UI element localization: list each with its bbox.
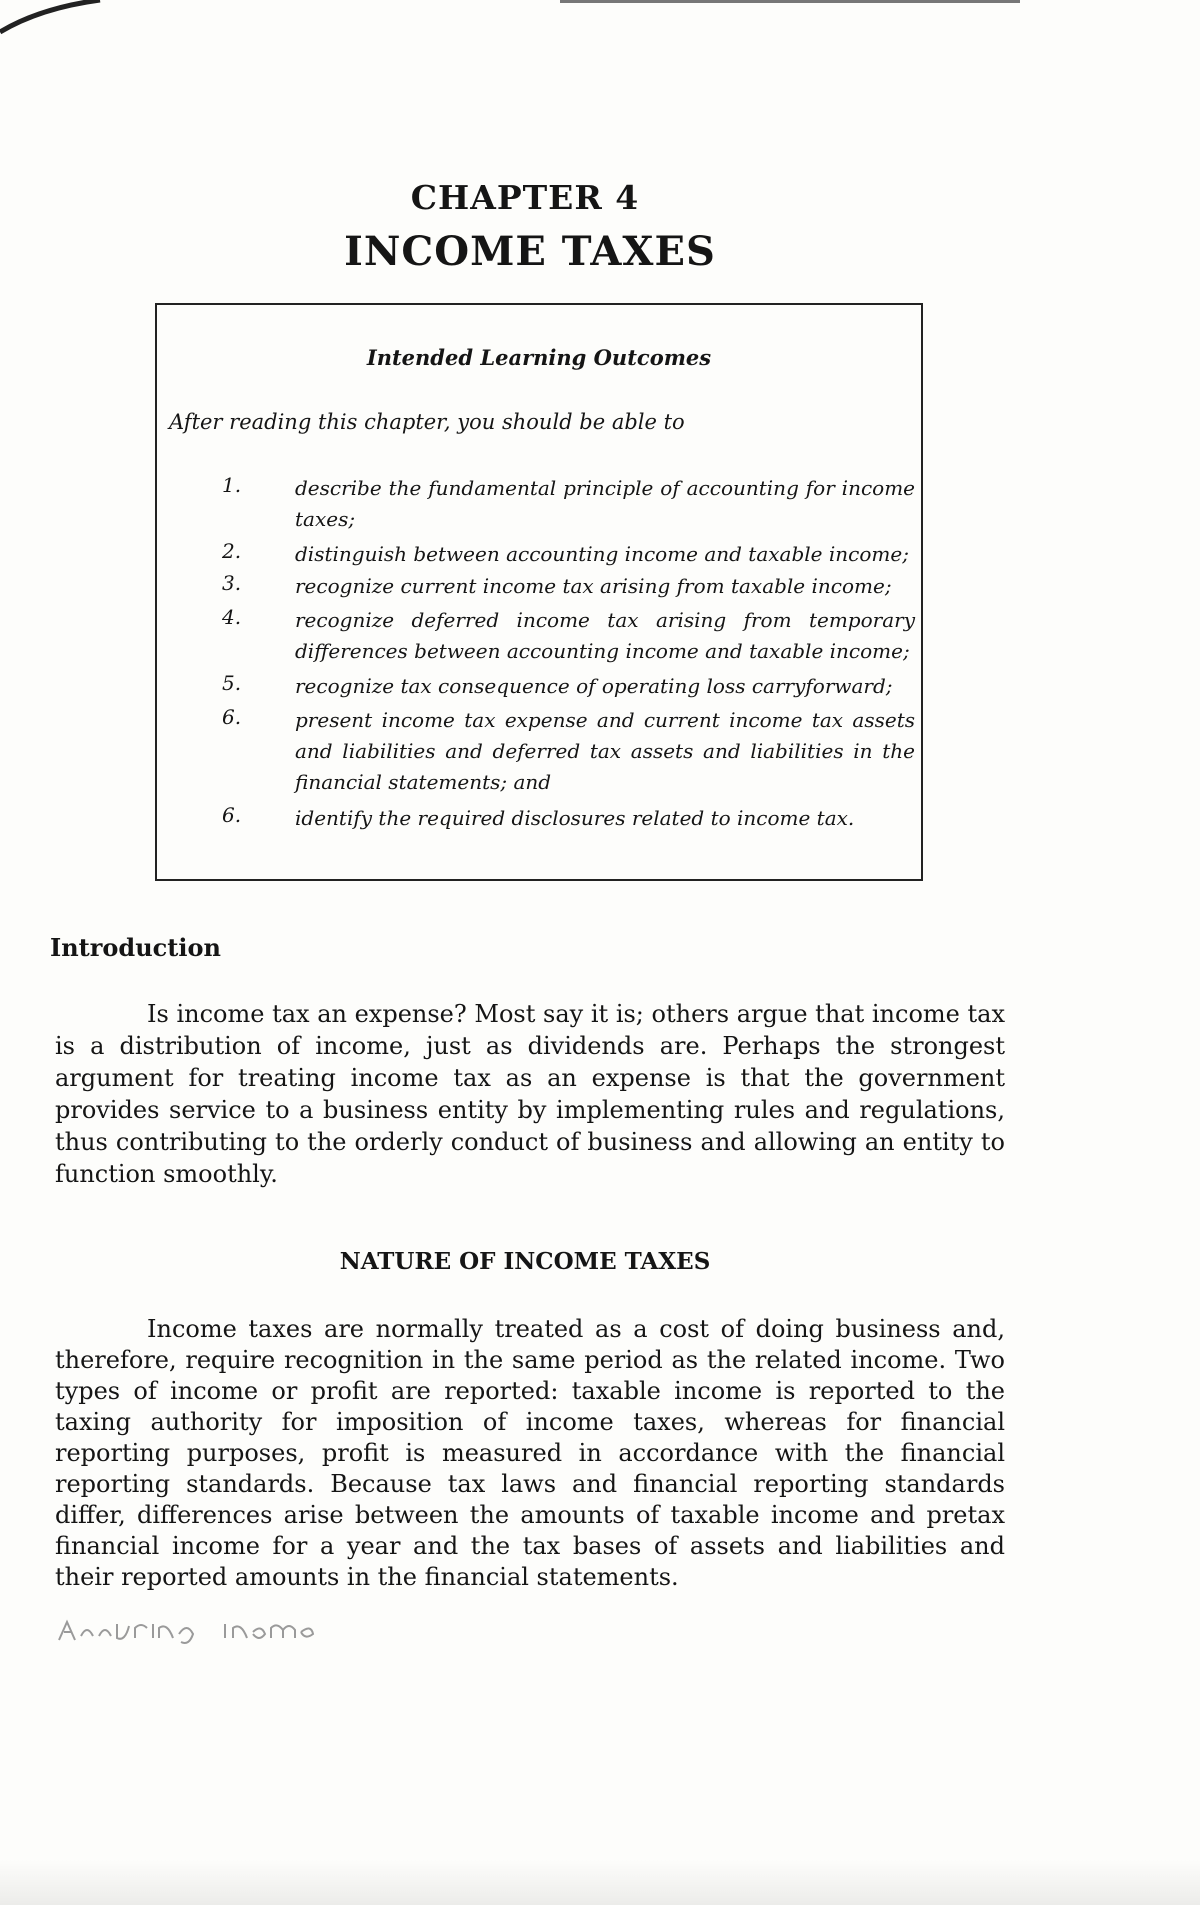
outcome-number: 6. — [222, 803, 242, 827]
page-bottom-edge — [0, 1860, 1200, 1905]
outcome-text: recognize deferred income tax arising from temporary differences between accounting income and taxable income; — [295, 608, 915, 663]
chapter-title: INCOME TAXES — [344, 228, 716, 275]
learning-outcomes-box — [155, 303, 923, 881]
chapter-number: CHAPTER 4 — [410, 178, 640, 217]
outcome-text: distinguish between accounting income and taxable income; — [295, 542, 909, 566]
nature-paragraph: Income taxes are normally treated as a cost of doing business and, therefore, require recognition in the same period as the related income. Two types of income or profit are reported: taxable income is reported to the taxing authority for imposition of income taxes, whereas for financial reporting purposes, profit is measured in accordance with the financial reporting standards. Because tax laws and financial reporting standards differ, differences arise between the amounts of taxable income and pretax financial income for a year and the tax bases of assets and liabilities and their reported amounts in the financial statements. — [55, 1315, 1005, 1591]
learning-outcomes-heading: Intended Learning Outcomes — [366, 345, 712, 370]
outcome-number: 3. — [222, 571, 242, 595]
outcome-text: describe the fundamental principle of accounting for income taxes; — [295, 476, 915, 531]
outcome-text: identify the required disclosures related to income tax. — [295, 806, 855, 830]
handwritten-note — [55, 1610, 325, 1650]
outcome-number: 6. — [222, 705, 242, 729]
outcome-text: recognize tax consequence of operating loss carryforward; — [295, 674, 893, 698]
outcome-number: 2. — [222, 539, 242, 563]
outcome-text: recognize current income tax arising from taxable income; — [295, 574, 892, 598]
outcome-text: present income tax expense and current income tax assets and liabilities and deferred tax assets and liabilities in the financial statements; and — [295, 708, 915, 794]
outcome-number: 4. — [222, 605, 242, 629]
introduction-heading: Introduction — [50, 933, 221, 962]
nature-heading: NATURE OF INCOME TAXES — [339, 1248, 711, 1275]
learning-outcomes-lead: After reading this chapter, you should be able to — [169, 410, 685, 434]
introduction-paragraph: Is income tax an expense? Most say it is; others argue that income tax is a distribution of income, just as dividends are. Perhaps the strongest argument for treating income tax as an expense is that the government provides service to a business entity by implementing rules and regulations, thus contributing to the orderly conduct of business and allowing an entity to function smoothly. — [55, 1000, 1005, 1188]
outcome-number: 1. — [222, 473, 242, 497]
outcome-number: 5. — [222, 671, 242, 695]
page-corner-mark — [0, 0, 110, 40]
top-edge-line — [560, 0, 1020, 3]
